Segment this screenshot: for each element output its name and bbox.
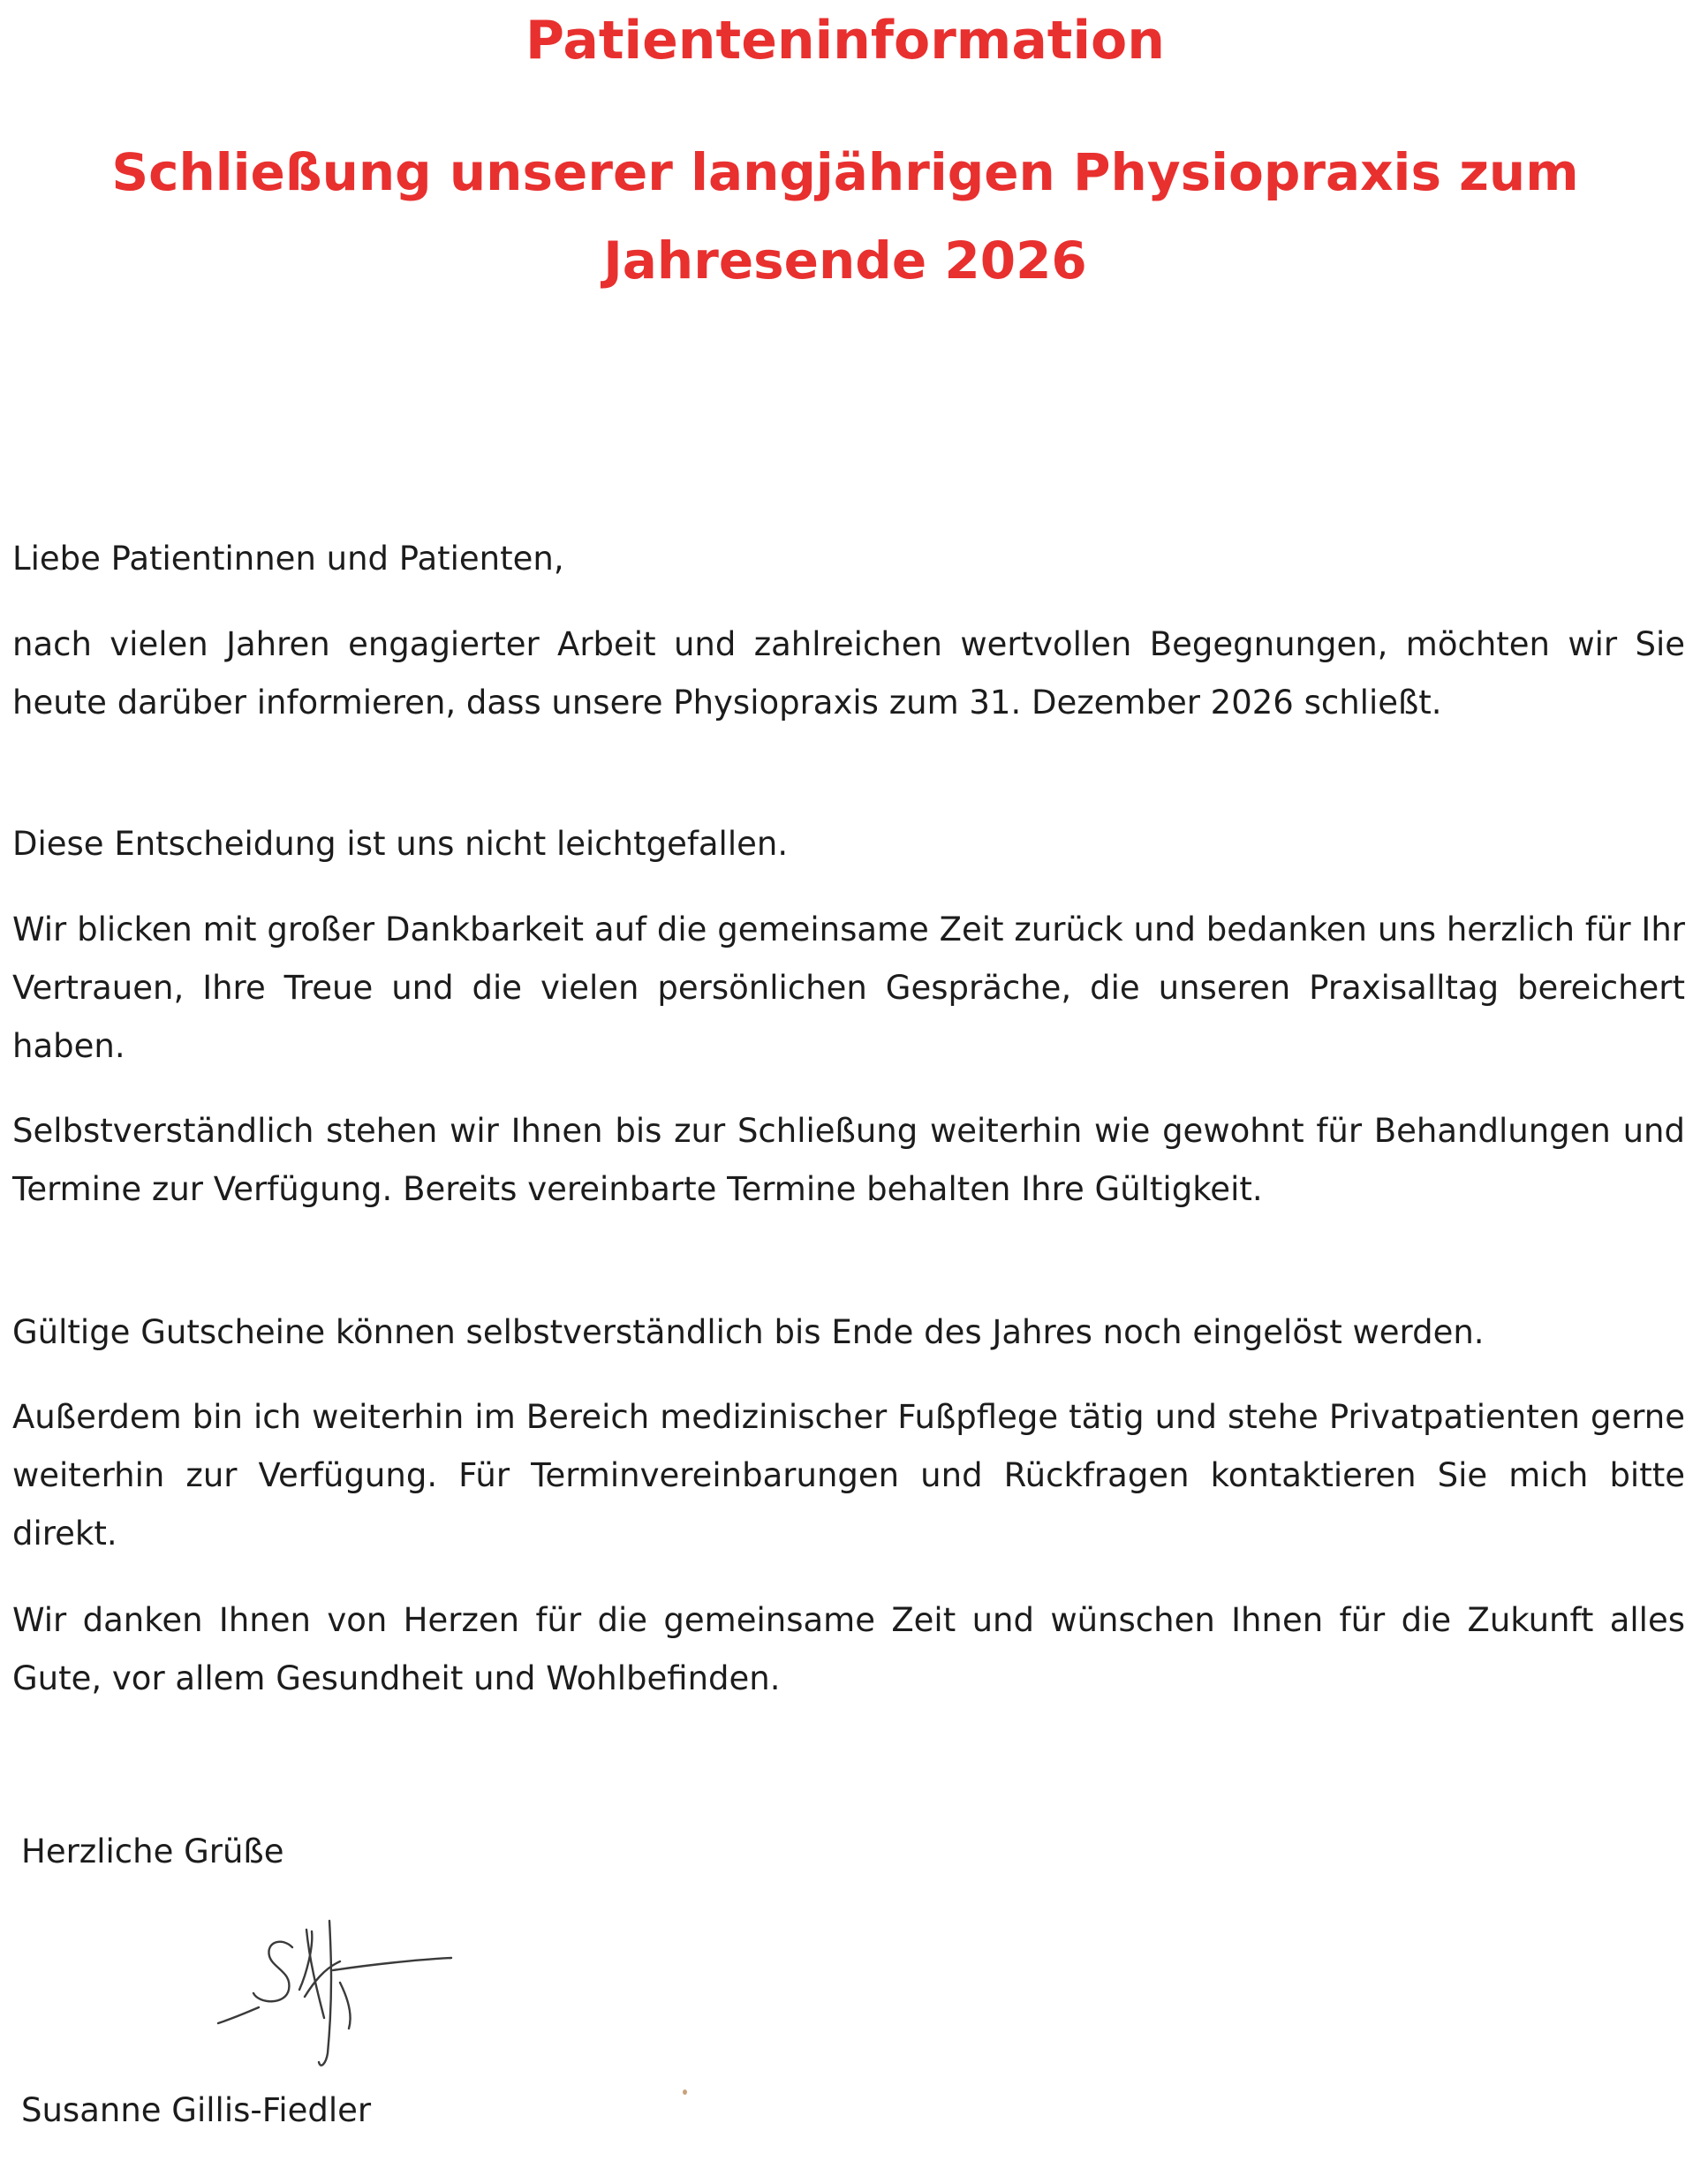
paper-speck: [683, 2089, 687, 2095]
salutation: Liebe Patientinnen und Patienten,: [12, 540, 564, 578]
document-title: Patienteninformation: [525, 10, 1165, 72]
paragraph-foot-care: Außerdem bin ich weiterhin im Bereich medizinischer Fußpflege tätig und stehe Privatpatienten gerne weiterhin zur Verfügung. Für Terminvereinbarungen und Rückfragen kontaktieren Sie mich bitte direkt.: [12, 1398, 1685, 1553]
handwritten-signature: [208, 1912, 464, 2075]
closing-greeting: Herzliche Grüße: [21, 1832, 284, 1870]
document-subtitle: Schließung unserer langjährigen Physiopraxis zum Jahresende 2026: [111, 142, 1579, 291]
signer-name: Susanne Gillis-Fiedler: [21, 2091, 372, 2129]
paragraph-appointments: Selbstverständlich stehen wir Ihnen bis zur Schließung weiterhin wie gewohnt für Behandlungen und Termine zur Verfügung. Bereits vereinbarte Termine behalten Ihre Gültigkeit.: [12, 1112, 1685, 1208]
paragraph-thanks: Wir danken Ihnen von Herzen für die gemeinsame Zeit und wünschen Ihnen für die Zukunft alles Gute, vor allem Gesundheit und Wohlbefinden.: [12, 1601, 1685, 1697]
paragraph-vouchers: Gültige Gutscheine können selbstverständlich bis Ende des Jahres noch eingelöst werden.: [12, 1313, 1485, 1351]
paragraph-gratitude: Wir blicken mit großer Dankbarkeit auf die gemeinsame Zeit zurück und bedanken uns herzlich für Ihr Vertrauen, Ihre Treue und die vielen persönlichen Gespräche, die unseren Praxisalltag bereichert haben.: [12, 910, 1685, 1065]
paragraph-closure-notice: nach vielen Jahren engagierter Arbeit und zahlreichen wertvollen Begegnungen, möchten wir Sie heute darüber informieren, dass unsere Physiopraxis zum 31. Dezember 2026 schließt.: [12, 625, 1685, 722]
paragraph-decision: Diese Entscheidung ist uns nicht leichtgefallen.: [12, 825, 789, 863]
